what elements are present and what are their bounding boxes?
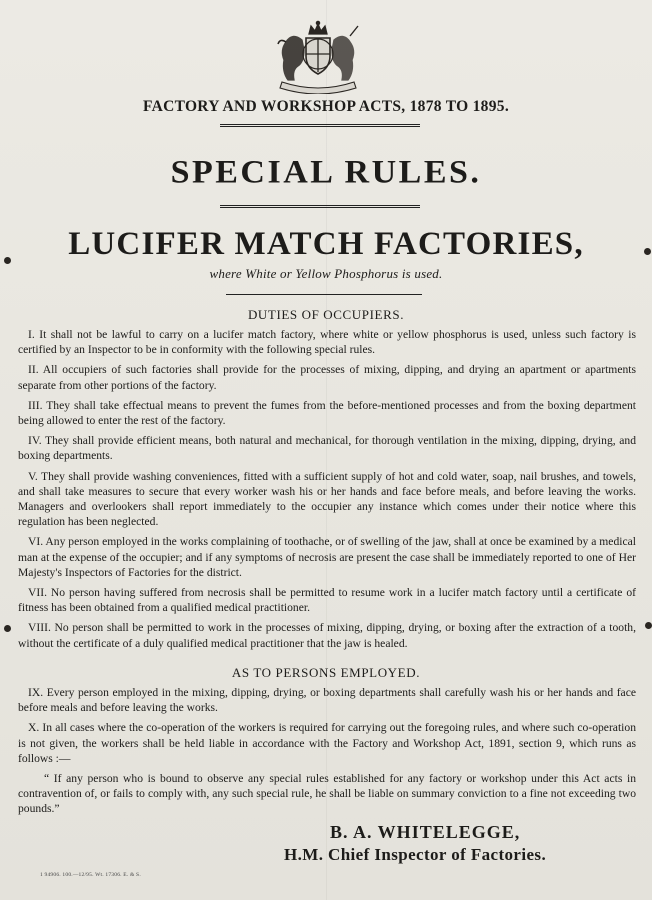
signatory-title: H.M. Chief Inspector of Factories. (284, 845, 547, 864)
duties-heading: DUTIES OF OCCUPIERS. (247, 307, 405, 322)
subject-title: LUCIFER MATCH FACTORIES, (68, 226, 584, 262)
special-rules-title: SPECIAL RULES. (170, 154, 482, 191)
rule-2: II. All occupiers of such factories shall provide for the processes of mixing, dipping, and drying an apartment or apartments separate from other portions of the factory. (18, 363, 636, 392)
rule-7: VII. No person having suffered from necrosis shall be permitted to resume work in a lucifer match factory until a certificate of fitness has been obtained from a qualified medical practitioner. (18, 586, 636, 615)
signatory-name: B. A. WHITELEGGE, (330, 822, 521, 842)
pin-hole-left-lower (4, 625, 11, 632)
printer-imprint: 1 94906. 100.—12/95. Wt. 17306. E. & S. (40, 872, 141, 878)
rule-3: III. They shall take effectual means to prevent the fumes from the before-mentioned processes and from the boxing department being allowed to enter the rest of the factory. (18, 398, 636, 428)
rule-5: V. They shall provide washing conveniences, fitted with a sufficient supply of hot and cold water, soap, nail brushes, and towels, and shall take measures to secure that every worker wash his or her hands and face before meals, and before leaving the works. Managers and overlookers shall report immediately to the occupier any instance which comes under their notice where this regulation has been neglected. (18, 469, 636, 529)
pin-hole-right-upper (644, 248, 651, 255)
duties-rules (18, 327, 636, 651)
persons-rules (18, 685, 636, 817)
rule-9: IX. Every person employed in the mixing, dipping, drying, or boxing departments shall carefully wash his or her hands and face before meals and before leaving the works. (18, 686, 636, 715)
pin-hole-right-lower (645, 622, 652, 629)
divider-lower (226, 294, 422, 295)
persons-heading: AS TO PERSONS EMPLOYED. (231, 665, 421, 680)
rule-8: VIII. No person shall be permitted to work in the processes of mixing, dipping, drying, or boxing after the extraction of a tooth, without the certificate of a duly qualified medical practitioner that the jaw is healed. (18, 621, 636, 650)
royal-coat-of-arms-icon (262, 20, 374, 94)
divider-middle (220, 205, 420, 208)
divider-top (220, 124, 420, 127)
subject-qualifier: where White or Yellow Phosphorus is used. (209, 266, 443, 281)
rule-4: IV. They shall provide efficient means, both natural and mechanical, for thorough ventilation in the mixing, dipping, drying, and boxing departments. (18, 434, 636, 463)
rule-10: X. In all cases where the co-operation of the workers is required for carrying out the foregoing rules, and where such co-operation is not given, the workers shall be held liable in accordance with the Factory and Workshop Act, 1891, section 9, which runs as follows :— (18, 721, 636, 765)
rule-6: VI. Any person employed in the works complaining of toothache, or of swelling of the jaw, shall at once be examined by a medical man at the expense of the occupier; and if any symptoms of necrosis are present the case shall be immediately reported to one of Her Majesty's Inspectors of Factories for the district. (18, 535, 636, 579)
quoted-act-section: “ If any person who is bound to observe any special rules established for any factory or workshop under this Act acts in contravention of, or fails to comply with, any such special rule, he shall be liable on summary conviction to a fine not exceeding two pounds.” (18, 772, 636, 816)
pin-hole-left-upper (4, 257, 11, 264)
acts-heading: FACTORY AND WORKSHOP ACTS, 1878 TO 1895. (142, 98, 509, 115)
rule-1: I. It shall not be lawful to carry on a lucifer match factory, where white or yellow phosphorus is used, unless such factory is certified by an Inspector to be in conformity with the following special rules. (18, 328, 636, 357)
